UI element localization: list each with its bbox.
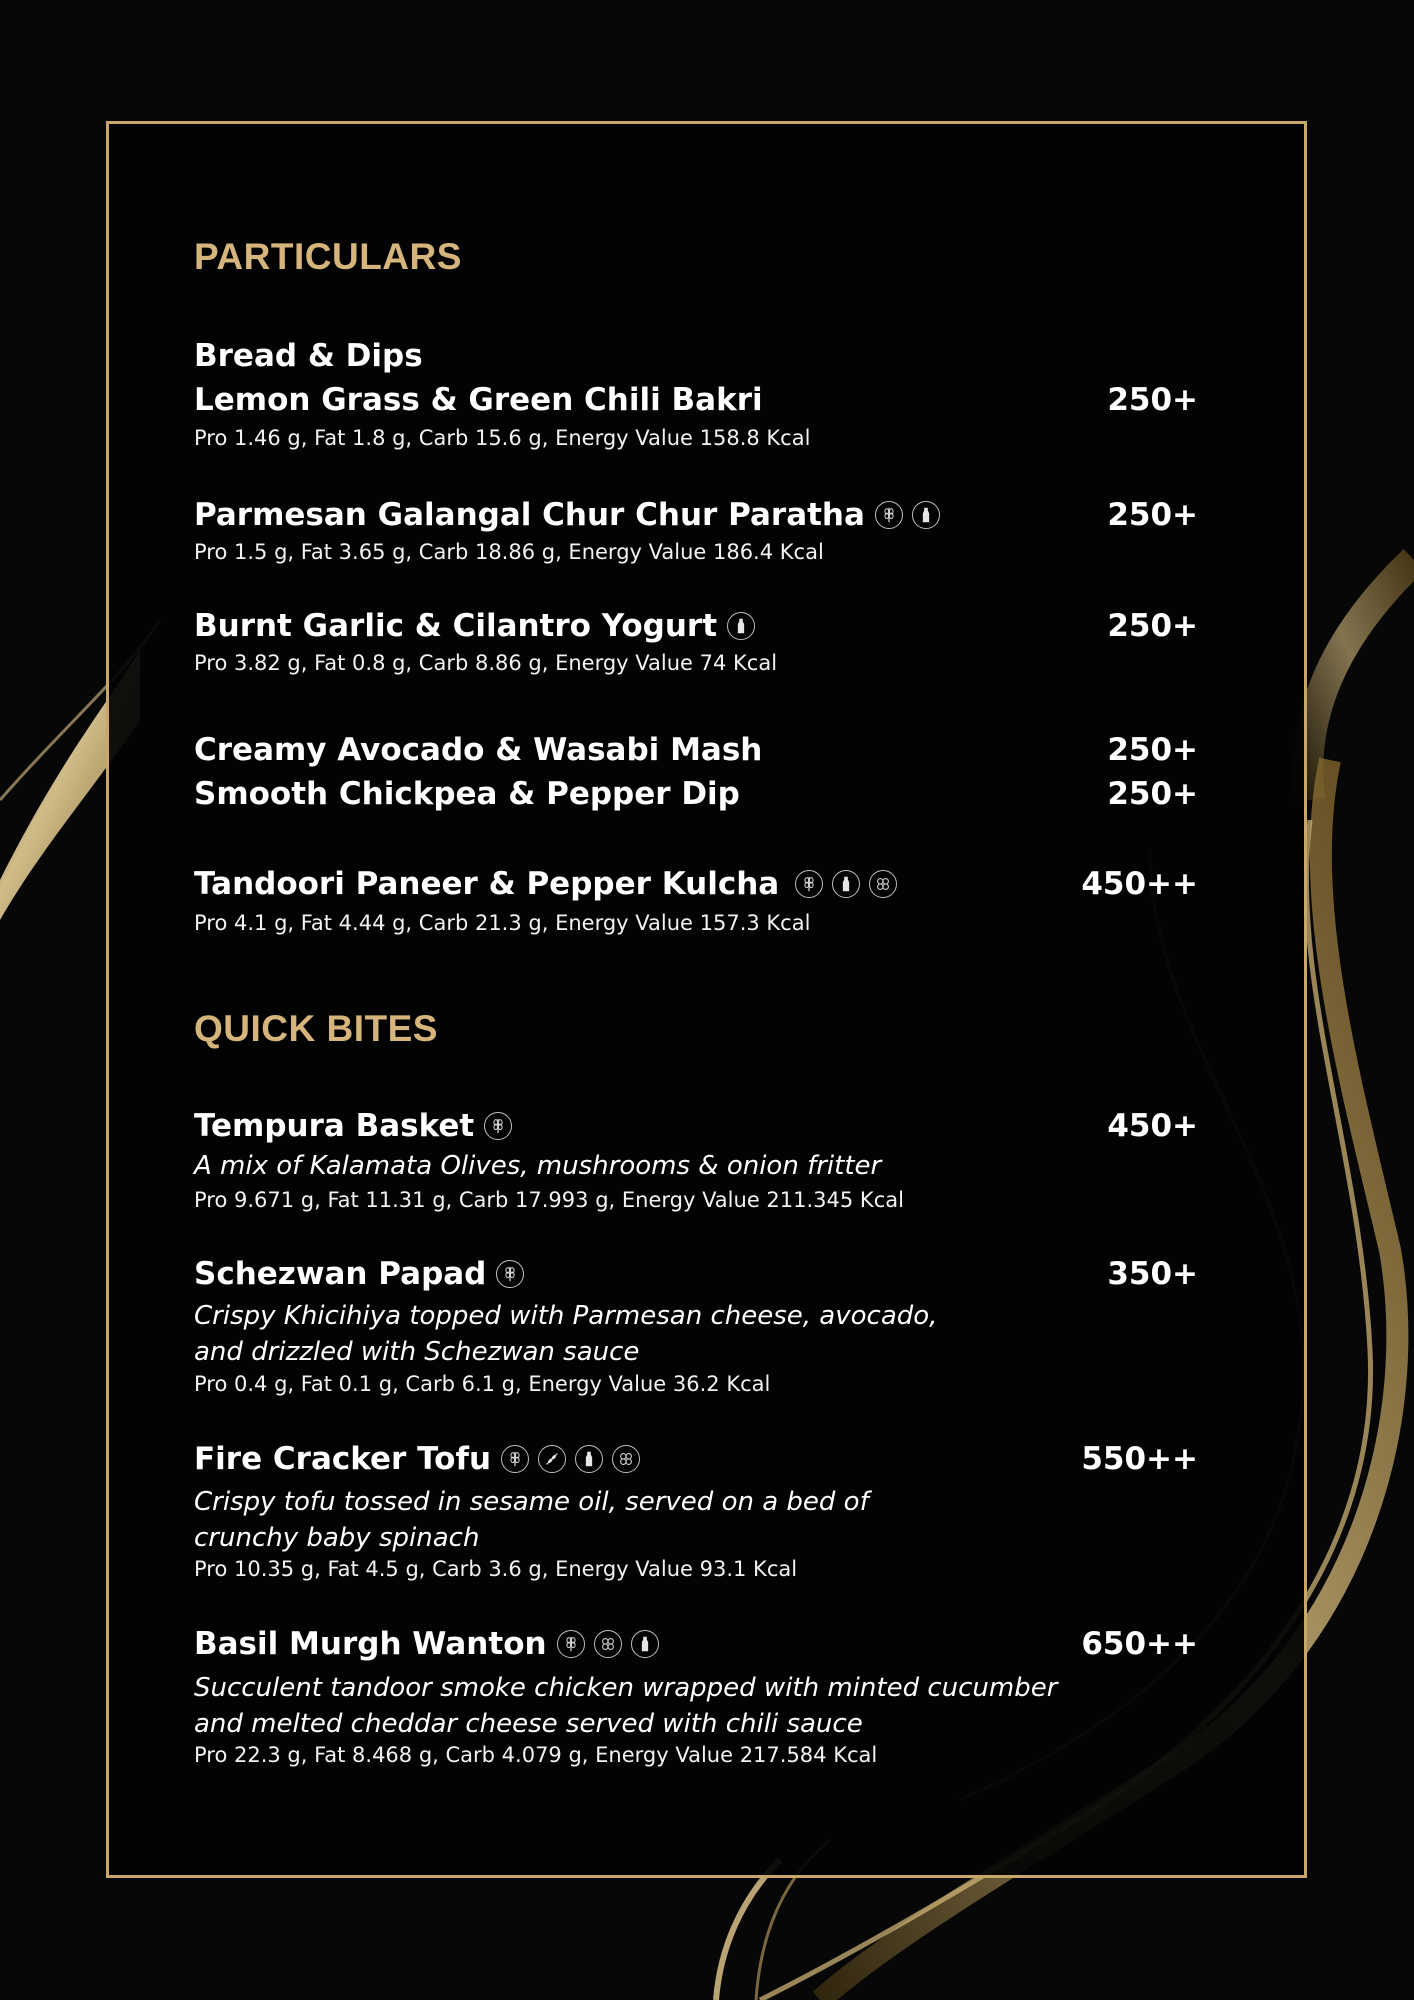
- nutrition-info: Pro 9.671 g, Fat 11.31 g, Carb 17.993 g, Energy Value 211.345 Kcal: [194, 1188, 904, 1212]
- menu-item-title: Burnt Garlic & Cilantro Yogurt: [194, 608, 718, 644]
- gluten-icon: [501, 1445, 529, 1473]
- section-title-particulars: PARTICULARS: [194, 236, 462, 277]
- nutrition-info: Pro 0.4 g, Fat 0.1 g, Carb 6.1 g, Energy Value 36.2 Kcal: [194, 1372, 771, 1396]
- nutrition-info: Pro 10.35 g, Fat 4.5 g, Carb 3.6 g, Energy Value 93.1 Kcal: [194, 1557, 798, 1581]
- menu-item-price: 450++: [1081, 866, 1198, 902]
- menu-item-title: Fire Cracker Tofu: [194, 1441, 492, 1477]
- milk-icon: [631, 1630, 659, 1658]
- menu-item-name: [194, 866, 897, 902]
- menu-item-price: 250+: [1107, 776, 1198, 812]
- dietary-icons: [727, 612, 755, 640]
- menu-item-price: 250+: [1107, 608, 1198, 644]
- menu-item-name: [194, 1626, 659, 1662]
- gluten-icon: [484, 1112, 512, 1140]
- menu-item-name: [194, 497, 940, 533]
- menu-item-name: [194, 382, 763, 418]
- menu-item-price: 550++: [1081, 1441, 1198, 1477]
- menu-item-description: A mix of Kalamata Olives, mushrooms & onion fritter: [194, 1151, 882, 1181]
- dietary-icons: [501, 1445, 640, 1473]
- nutrition-info: Pro 4.1 g, Fat 4.44 g, Carb 21.3 g, Energy Value 157.3 Kcal: [194, 911, 811, 935]
- dietary-icons: [484, 1112, 512, 1140]
- dietary-icons: [496, 1260, 524, 1288]
- gluten-icon: [875, 501, 903, 529]
- dietary-icons: [875, 501, 940, 529]
- menu-item-name: [194, 732, 762, 768]
- soy-icon: [612, 1445, 640, 1473]
- menu-item-name: [194, 776, 740, 812]
- menu-item-price: 250+: [1107, 497, 1198, 533]
- menu-item-name: [194, 608, 755, 644]
- nutrition-info: Pro 1.5 g, Fat 3.65 g, Carb 18.86 g, Energy Value 186.4 Kcal: [194, 540, 824, 564]
- menu-item-price: 250+: [1107, 382, 1198, 418]
- menu-item-name: [194, 1441, 640, 1477]
- menu-item-description: Crispy Khicihiya topped with Parmesan cheese, avocado, and drizzled with Schezwan sauce: [194, 1301, 938, 1367]
- gluten-icon: [496, 1260, 524, 1288]
- menu-item-title: Lemon Grass & Green Chili Bakri: [194, 382, 763, 418]
- menu-item-price: 350+: [1107, 1256, 1198, 1292]
- nutrition-info: Pro 1.46 g, Fat 1.8 g, Carb 15.6 g, Energy Value 158.8 Kcal: [194, 426, 811, 450]
- menu-item-title: Tempura Basket: [194, 1108, 475, 1144]
- milk-icon: [832, 870, 860, 898]
- menu-item-title: Smooth Chickpea & Pepper Dip: [194, 776, 740, 812]
- dietary-icons: [795, 870, 897, 898]
- gluten-icon: [795, 870, 823, 898]
- soy-icon: [594, 1630, 622, 1658]
- menu-item-price: 250+: [1107, 732, 1198, 768]
- menu-item-title: Basil Murgh Wanton: [194, 1626, 547, 1662]
- dietary-icons: [557, 1630, 659, 1658]
- nutrition-info: Pro 22.3 g, Fat 8.468 g, Carb 4.079 g, Energy Value 217.584 Kcal: [194, 1743, 878, 1767]
- menu-item-description: Crispy tofu tossed in sesame oil, served on a bed of crunchy baby spinach: [194, 1487, 869, 1553]
- sesame-icon: [538, 1445, 566, 1473]
- soy-icon: [869, 870, 897, 898]
- menu-item-price: 650++: [1081, 1626, 1198, 1662]
- menu-item-title: Parmesan Galangal Chur Chur Paratha: [194, 497, 865, 533]
- menu-item-description: Succulent tandoor smoke chicken wrapped with minted cucumber and melted cheddar cheese served with chili sauce: [194, 1673, 1058, 1739]
- menu-item-name: [194, 1108, 512, 1144]
- menu-item-name: [194, 1256, 524, 1292]
- menu-item-price: 450+: [1107, 1108, 1198, 1144]
- milk-icon: [727, 612, 755, 640]
- milk-icon: [912, 501, 940, 529]
- gluten-icon: [557, 1630, 585, 1658]
- menu-item-title: Schezwan Papad: [194, 1256, 487, 1292]
- nutrition-info: Pro 3.82 g, Fat 0.8 g, Carb 8.86 g, Energy Value 74 Kcal: [194, 651, 778, 675]
- menu-item-title: Creamy Avocado & Wasabi Mash: [194, 732, 763, 768]
- section-title-quick-bites: QUICK BITES: [194, 1008, 438, 1049]
- menu-item-title: Tandoori Paneer & Pepper Kulcha: [194, 866, 780, 902]
- milk-icon: [575, 1445, 603, 1473]
- subhead-bread-dips: Bread & Dips: [194, 338, 423, 374]
